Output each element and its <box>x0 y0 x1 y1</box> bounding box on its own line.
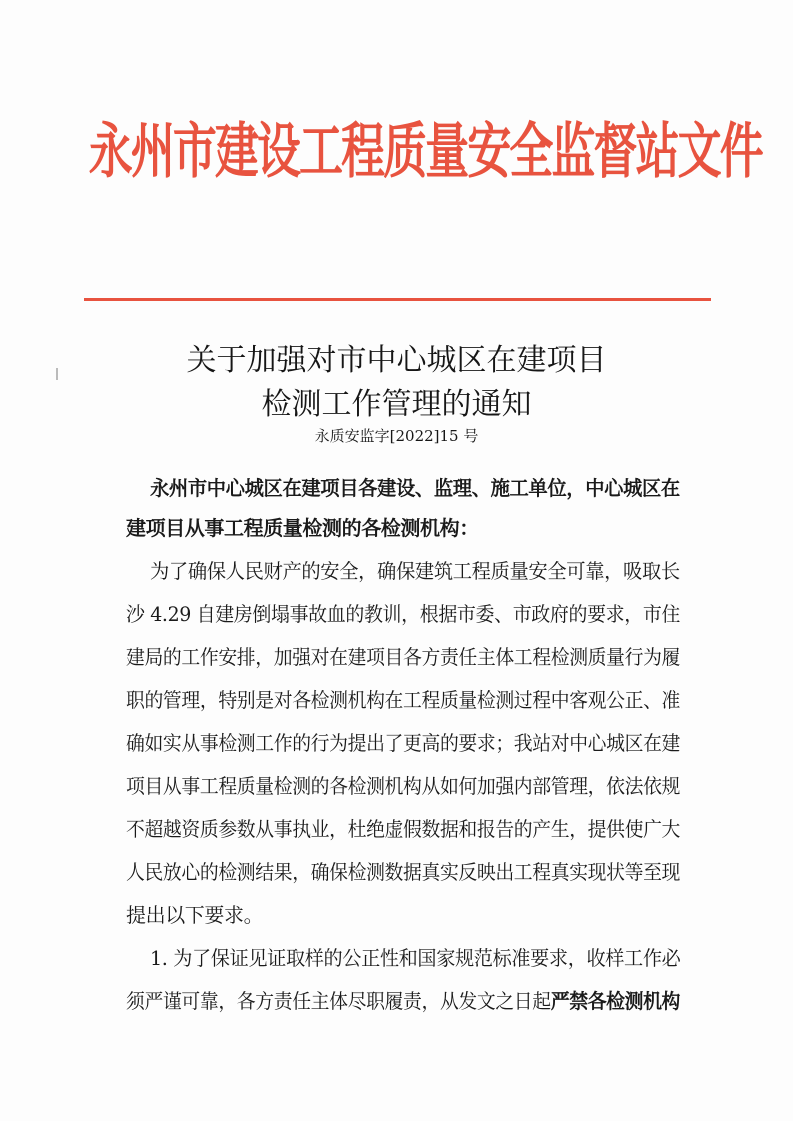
paragraph-1-line: 提出以下要求。 <box>126 903 264 927</box>
header-red-rule <box>84 298 711 301</box>
paragraph-1-line: 项目从事工程质量检测的各检测机构从如何加强内部管理，依法依规 <box>126 774 681 798</box>
item-1-line-1: 1. 为了保证见证取样的公正性和国家规范标准要求，收样工作必 <box>150 946 681 970</box>
document-header-title: 永州市建设工程质量安全监督站文件 <box>88 117 762 187</box>
item-1-line-2-text: 须严谨可靠，各方责任主体尽职履责，从发文之日起 <box>126 989 551 1013</box>
paragraph-1-line: 不超越资质参数从事执业，杜绝虚假数据和报告的产生，提供使广大 <box>126 817 681 841</box>
paragraph-1-line: 确如实从事检测工作的行为提出了更高的要求；我站对中心城区在建 <box>126 731 681 755</box>
document-number: 永质安监字[2022]15 号 <box>314 427 479 445</box>
paragraph-1-line: 建局的工作安排，加强对在建项目各方责任主体工程检测质量行为履 <box>126 645 681 669</box>
notice-title-line-2: 检测工作管理的通知 <box>261 387 532 422</box>
paragraph-1-line: 为了确保人民财产的安全，确保建筑工程质量安全可靠，吸取长 <box>150 559 680 583</box>
addressee-line-2: 建项目从事工程质量检测的各检测机构： <box>126 516 479 540</box>
notice-title-line-1: 关于加强对市中心城区在建项目 <box>186 343 607 378</box>
paragraph-1-line: 职的管理，特别是对各检测机构在工程质量检测过程中客观公正、准 <box>126 688 681 712</box>
scan-mark <box>56 368 58 380</box>
paragraph-1-line: 沙 4.29 自建房倒塌事故血的教训，根据市委、市政府的要求，市住 <box>126 602 681 626</box>
paragraph-1-line: 人民放心的检测结果，确保检测数据真实反映出工程真实现状等至现 <box>126 860 681 884</box>
item-1-line-2-emphasis: 严禁各检测机构 <box>550 989 681 1013</box>
item-1-line-2 <box>126 987 680 1015</box>
addressee-line-1: 永州市中心城区在建项目各建设、监理、施工单位，中心城区在 <box>150 476 680 500</box>
